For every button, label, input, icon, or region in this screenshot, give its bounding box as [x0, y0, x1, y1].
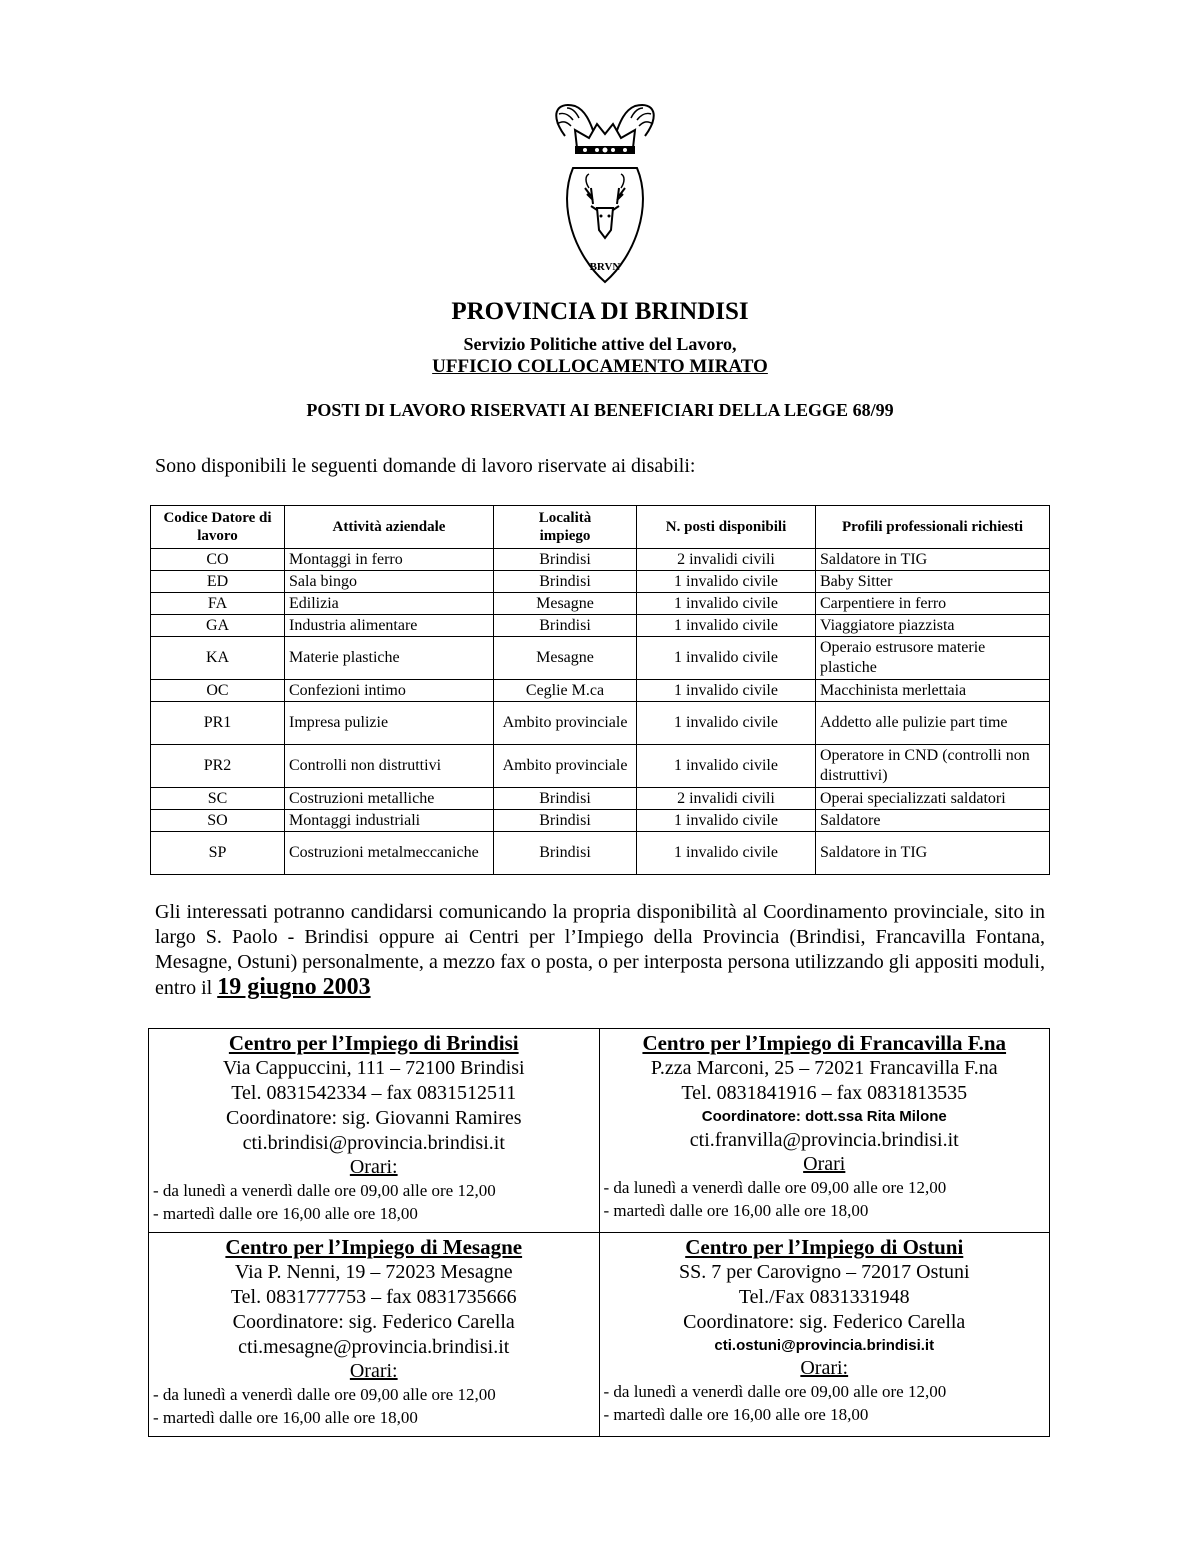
table-row [151, 593, 1050, 615]
cell-code: GA [151, 615, 285, 637]
cell-activity: Materie plastiche [285, 637, 494, 680]
center-phone: Tel. 0831777753 – fax 0831735666 [230, 1286, 517, 1308]
cell-code: SO [151, 810, 285, 832]
center-coordinator: Coordinatore: sig. Federico Carella [683, 1311, 966, 1333]
cell-activity: Confezioni intimo [285, 680, 494, 702]
table-row [151, 745, 1050, 788]
cell-profile: Operaio estrusore materie plastiche [816, 637, 1050, 680]
table-row [151, 702, 1050, 745]
center-orari-label: Orari [803, 1153, 846, 1175]
cell-profile: Saldatore [816, 810, 1050, 832]
center-email[interactable]: cti.ostuni@provincia.brindisi.it [714, 1337, 935, 1354]
application-text: Gli interessati potranno candidarsi comunicando la propria disponibilità al Coordinamento provinciale, sito in largo S. Paolo - Brindisi oppure ai Centri per l’Impiego della Provincia (Brindisi, Francavilla Fontana, Mesagne, Ostuni) personalmente, a mezzo fax o posta, o per interposta persona utilizzando gli appositi moduli, entro il [155, 901, 1045, 999]
service-subtitle: Servizio Politiche attive del Lavoro, [463, 334, 737, 354]
cell-posts: 1 invalido civile [637, 615, 816, 637]
jobs-table-header-row [151, 506, 1050, 549]
center-phone: Tel. 0831841916 – fax 0831813535 [681, 1082, 968, 1104]
center-address: Via P. Nenni, 19 – 72023 Mesagne [234, 1261, 513, 1283]
cell-posts: 1 invalido civile [637, 571, 816, 593]
cell-code: KA [151, 637, 285, 680]
cell-posts: 1 invalido civile [637, 702, 816, 745]
cell-profile: Macchinista merlettaia [816, 680, 1050, 702]
cell-profile: Saldatore in TIG [816, 549, 1050, 571]
table-row [151, 832, 1050, 875]
crest-lettering: BRVN [589, 261, 621, 273]
center-orari-label: Orari: [800, 1357, 849, 1379]
cell-location: Brindisi [494, 571, 637, 593]
cell-posts: 2 invalidi civili [637, 549, 816, 571]
center-mesagne [149, 1233, 600, 1437]
cell-code: ED [151, 571, 285, 593]
center-hours-tuesday: - martedì dalle ore 16,00 alle ore 18,00 [153, 1408, 418, 1427]
center-orari-label: Orari: [349, 1360, 398, 1382]
cell-activity: Edilizia [285, 593, 494, 615]
cell-profile: Baby Sitter [816, 571, 1050, 593]
center-title: Centro per l’Impiego di Francavilla F.na [642, 1031, 1007, 1055]
cell-activity: Controlli non distruttivi [285, 745, 494, 788]
cell-activity: Impresa pulizie [285, 702, 494, 745]
jobs-table [150, 505, 1050, 875]
cell-location: Ambito provinciale [494, 702, 637, 745]
cell-location: Brindisi [494, 615, 637, 637]
center-hours-tuesday: - martedì dalle ore 16,00 alle ore 18,00 [603, 1201, 869, 1220]
center-hours-weekdays: - da lunedì a venerdì dalle ore 09,00 alle ore 12,00 [153, 1385, 496, 1404]
cell-profile: Operai specializzati saldatori [816, 788, 1050, 810]
intro-text: Sono disponibili le seguenti domande di lavoro riservate ai disabili: [155, 455, 696, 477]
cell-code: OC [151, 680, 285, 702]
center-email[interactable]: cti.franvilla@provincia.brindisi.it [689, 1129, 959, 1151]
center-address: Via Cappuccini, 111 – 72100 Brindisi [222, 1057, 525, 1079]
center-title: Centro per l’Impiego di Brindisi [228, 1031, 519, 1055]
header-location: Località impiego [494, 506, 637, 549]
center-hours-weekdays: - da lunedì a venerdì dalle ore 09,00 alle ore 12,00 [603, 1382, 947, 1401]
center-phone: Tel./Fax 0831331948 [738, 1286, 910, 1308]
center-email[interactable]: cti.mesagne@provincia.brindisi.it [238, 1336, 510, 1358]
cell-profile: Operatore in CND (controlli non distruttivi) [816, 745, 1050, 788]
cell-location: Brindisi [494, 832, 637, 875]
center-email[interactable]: cti.brindisi@provincia.brindisi.it [242, 1132, 505, 1154]
cell-code: FA [151, 593, 285, 615]
cell-code: PR1 [151, 702, 285, 745]
cell-location: Ceglie M.ca [494, 680, 637, 702]
cell-posts: 1 invalido civile [637, 680, 816, 702]
cell-profile: Viaggiatore piazzista [816, 615, 1050, 637]
cell-activity: Industria alimentare [285, 615, 494, 637]
table-row [151, 810, 1050, 832]
center-francavilla [599, 1029, 1050, 1233]
center-hours-weekdays: - da lunedì a venerdì dalle ore 09,00 alle ore 12,00 [603, 1178, 947, 1197]
table-row [151, 680, 1050, 702]
table-row [151, 637, 1050, 680]
header-posts: N. posti disponibili [637, 506, 816, 549]
cell-posts: 1 invalido civile [637, 637, 816, 680]
province-crest-logo [545, 96, 665, 286]
center-orari-label: Orari: [349, 1156, 398, 1178]
cell-code: SP [151, 832, 285, 875]
center-address: P.zza Marconi, 25 – 72021 Francavilla F.na [650, 1057, 998, 1079]
cell-profile: Carpentiere in ferro [816, 593, 1050, 615]
table-row [151, 615, 1050, 637]
center-address: SS. 7 per Carovigno – 72017 Ostuni [678, 1261, 970, 1283]
center-brindisi [149, 1029, 600, 1233]
cell-code: PR2 [151, 745, 285, 788]
cell-profile: Addetto alle pulizie part time [816, 702, 1050, 745]
cell-activity: Sala bingo [285, 571, 494, 593]
center-phone: Tel. 0831542334 – fax 0831512511 [231, 1082, 517, 1104]
posts-heading: POSTI DI LAVORO RISERVATI AI BENEFICIARI DELLA LEGGE 68/99 [306, 400, 894, 420]
cell-location: Brindisi [494, 810, 637, 832]
center-hours-weekdays: - da lunedì a venerdì dalle ore 09,00 alle ore 12,00 [153, 1181, 496, 1200]
header-profile: Profili professionali richiesti [816, 506, 1050, 549]
cell-posts: 1 invalido civile [637, 810, 816, 832]
cell-activity: Montaggi industriali [285, 810, 494, 832]
cell-activity: Costruzioni metalmeccaniche [285, 832, 494, 875]
cell-profile: Saldatore in TIG [816, 832, 1050, 875]
application-paragraph [155, 900, 1045, 1001]
cell-code: CO [151, 549, 285, 571]
cell-posts: 1 invalido civile [637, 593, 816, 615]
center-coordinator: Coordinatore: sig. Federico Carella [232, 1311, 515, 1333]
office-subtitle: UFFICIO COLLOCAMENTO MIRATO [432, 356, 768, 377]
center-hours-tuesday: - martedì dalle ore 16,00 alle ore 18,00 [603, 1405, 869, 1424]
cell-location: Brindisi [494, 788, 637, 810]
centers-table [148, 1028, 1050, 1437]
cell-location: Mesagne [494, 593, 637, 615]
center-title: Centro per l’Impiego di Ostuni [685, 1235, 964, 1259]
cell-posts: 1 invalido civile [637, 832, 816, 875]
cell-location: Mesagne [494, 637, 637, 680]
table-row [151, 571, 1050, 593]
cell-activity: Costruzioni metalliche [285, 788, 494, 810]
cell-activity: Montaggi in ferro [285, 549, 494, 571]
header-activity: Attività aziendale [285, 506, 494, 549]
center-hours-tuesday: - martedì dalle ore 16,00 alle ore 18,00 [153, 1204, 418, 1223]
center-ostuni [599, 1233, 1050, 1437]
table-row [151, 549, 1050, 571]
center-coordinator: Coordinatore: dott.ssa Rita Milone [701, 1108, 947, 1125]
deadline-date: 19 giugno 2003 [217, 974, 371, 1000]
table-row [151, 788, 1050, 810]
center-coordinator: Coordinatore: sig. Giovanni Ramires [225, 1107, 522, 1129]
page-title: PROVINCIA DI BRINDISI [451, 298, 749, 325]
cell-posts: 2 invalidi civili [637, 788, 816, 810]
cell-location: Brindisi [494, 549, 637, 571]
header-code: Codice Datore di lavoro [151, 506, 285, 549]
center-title: Centro per l’Impiego di Mesagne [225, 1235, 523, 1259]
cell-posts: 1 invalido civile [637, 745, 816, 788]
cell-location: Ambito provinciale [494, 745, 637, 788]
cell-code: SC [151, 788, 285, 810]
